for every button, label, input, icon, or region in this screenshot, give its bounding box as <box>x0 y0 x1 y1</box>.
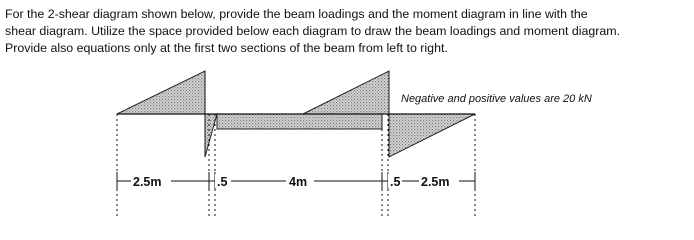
question-line-3: Provide also equations only at the first two sections of the beam from left to right. <box>5 41 448 55</box>
shear-region-positive-middle <box>217 114 382 129</box>
question-line-1: For the 2-shear diagram shown below, provide the beam loadings and the moment diagram in line with the <box>5 7 588 21</box>
dimension-label-1: 2.5m <box>133 175 162 189</box>
dimension-label-5: 2.5m <box>421 175 450 189</box>
values-note: Negative and positive values are 20 kN <box>401 93 592 105</box>
shear-region-positive-left <box>117 71 205 114</box>
shear-region-positive-right <box>303 71 389 114</box>
question-line-2: shear diagram. Utilize the space provided below each diagram to draw the beam loadings and moment diagram. <box>5 24 621 38</box>
dimension-label-3: 4m <box>289 175 308 189</box>
shear-region-negative-right <box>389 114 475 157</box>
dimension-label-4: .5 <box>390 175 401 189</box>
dimension-label-2: .5 <box>217 175 228 189</box>
